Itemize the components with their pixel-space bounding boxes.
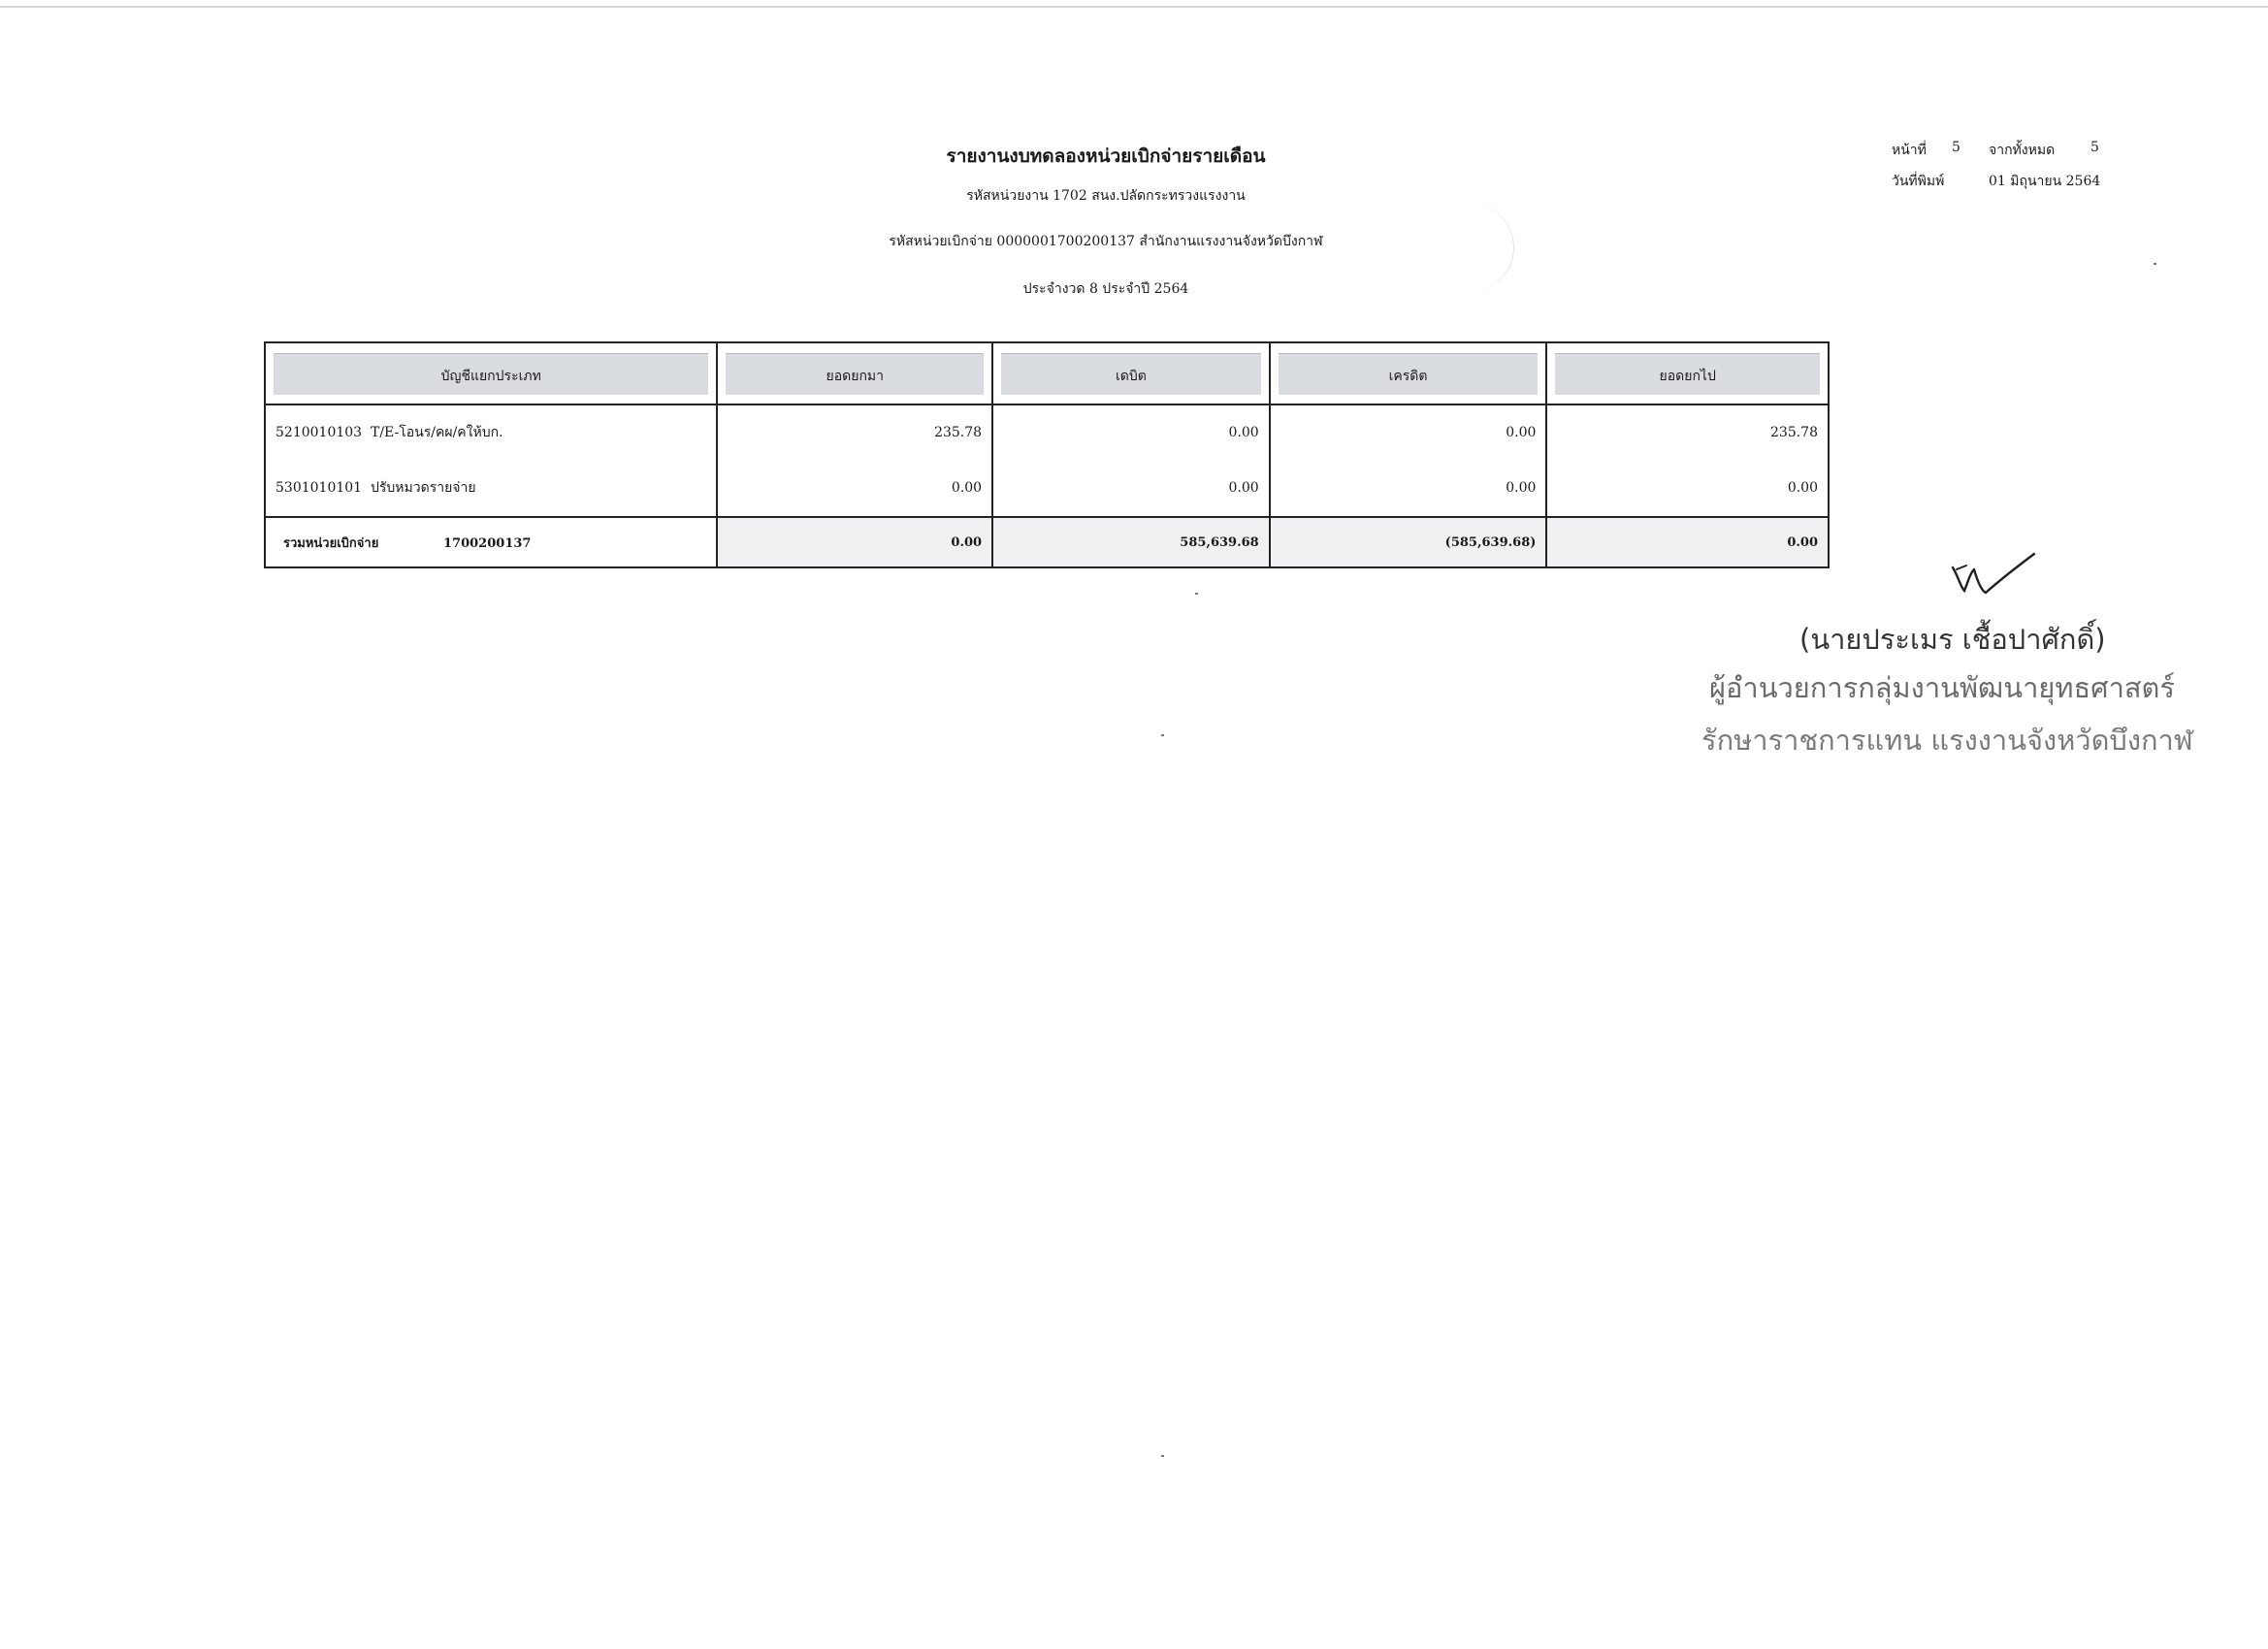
col-header-carried-forward: ยอดยกไป	[1546, 342, 1829, 404]
debit-cell: 0.00	[992, 404, 1270, 460]
account-code: 5301010101	[275, 480, 363, 496]
total-label: รวมหน่วยเบิกจ่าย	[283, 535, 379, 551]
credit-cell: 0.00	[1270, 460, 1547, 517]
table-header-row	[265, 342, 1829, 404]
account-cell	[265, 404, 717, 460]
total-label-cell	[265, 517, 717, 567]
account-name: ปรับหมวดรายจ่าย	[371, 480, 476, 496]
total-unit-code: 1700200137	[443, 535, 532, 551]
total-carried-forward: 0.00	[1546, 517, 1829, 567]
account-code: 5210010103	[275, 425, 363, 440]
total-pages-label: จากทั้งหมด	[1989, 143, 2056, 158]
carried-forward-cell: 0.00	[1546, 460, 1829, 517]
account-name: T/E-โอนร/คผ/คให้บก.	[371, 425, 503, 440]
carried-forward-cell: 235.78	[1546, 404, 1829, 460]
total-pages: 5	[2090, 140, 2099, 155]
agency-line: รหัสหน่วยงาน 1702 สนง.ปลัดกระทรวงแรงงาน	[966, 188, 1246, 204]
scan-speck	[1161, 734, 1164, 736]
handwritten-signature	[1945, 548, 2042, 597]
trial-balance-table	[264, 341, 1830, 568]
table-row	[265, 404, 1829, 460]
total-debit: 585,639.68	[992, 517, 1270, 567]
total-brought-forward: 0.00	[717, 517, 992, 567]
table-row	[265, 460, 1829, 517]
scan-speck	[1195, 593, 1198, 595]
page-label: หน้าที่	[1892, 143, 1927, 158]
scan-speck	[1161, 1455, 1164, 1457]
disbursing-unit-line: รหัสหน่วยเบิกจ่าย 0000001700200137 สำนักงานแรงงานจังหวัดบึงกาฬ	[889, 234, 1323, 249]
signatory-acting-position: รักษาราชการแทน แรงงานจังหวัดบึงกาฬ	[1701, 724, 2193, 757]
col-header-brought-forward: ยอดยกมา	[717, 342, 992, 404]
col-header-debit: เดบิต	[992, 342, 1270, 404]
total-row	[265, 517, 1829, 567]
paper-fold-mark	[1455, 204, 1514, 291]
col-header-credit: เครดิต	[1270, 342, 1547, 404]
signatory-position: ผู้อำนวยการกลุ่มงานพัฒนายุทธศาสตร์	[1709, 671, 2175, 704]
print-date: 01 มิถุนายน 2564	[1989, 174, 2101, 189]
scan-speck	[2154, 263, 2156, 265]
account-cell	[265, 460, 717, 517]
debit-cell: 0.00	[992, 460, 1270, 517]
brought-forward-cell: 0.00	[717, 460, 992, 517]
scan-top-edge	[0, 6, 2268, 8]
signatory-name: (นายประเมร เชื้อปาศักดิ์)	[1799, 623, 2106, 656]
page-number: 5	[1952, 140, 1960, 155]
total-credit: (585,639.68)	[1270, 517, 1547, 567]
credit-cell: 0.00	[1270, 404, 1547, 460]
period-line: ประจำงวด 8 ประจำปี 2564	[1022, 281, 1189, 297]
print-date-label: วันที่พิมพ์	[1892, 174, 1945, 189]
col-header-account: บัญชีแยกประเภท	[265, 342, 717, 404]
report-title: รายงานงบทดลองหน่วยเบิกจ่ายรายเดือน	[946, 146, 1266, 167]
brought-forward-cell: 235.78	[717, 404, 992, 460]
